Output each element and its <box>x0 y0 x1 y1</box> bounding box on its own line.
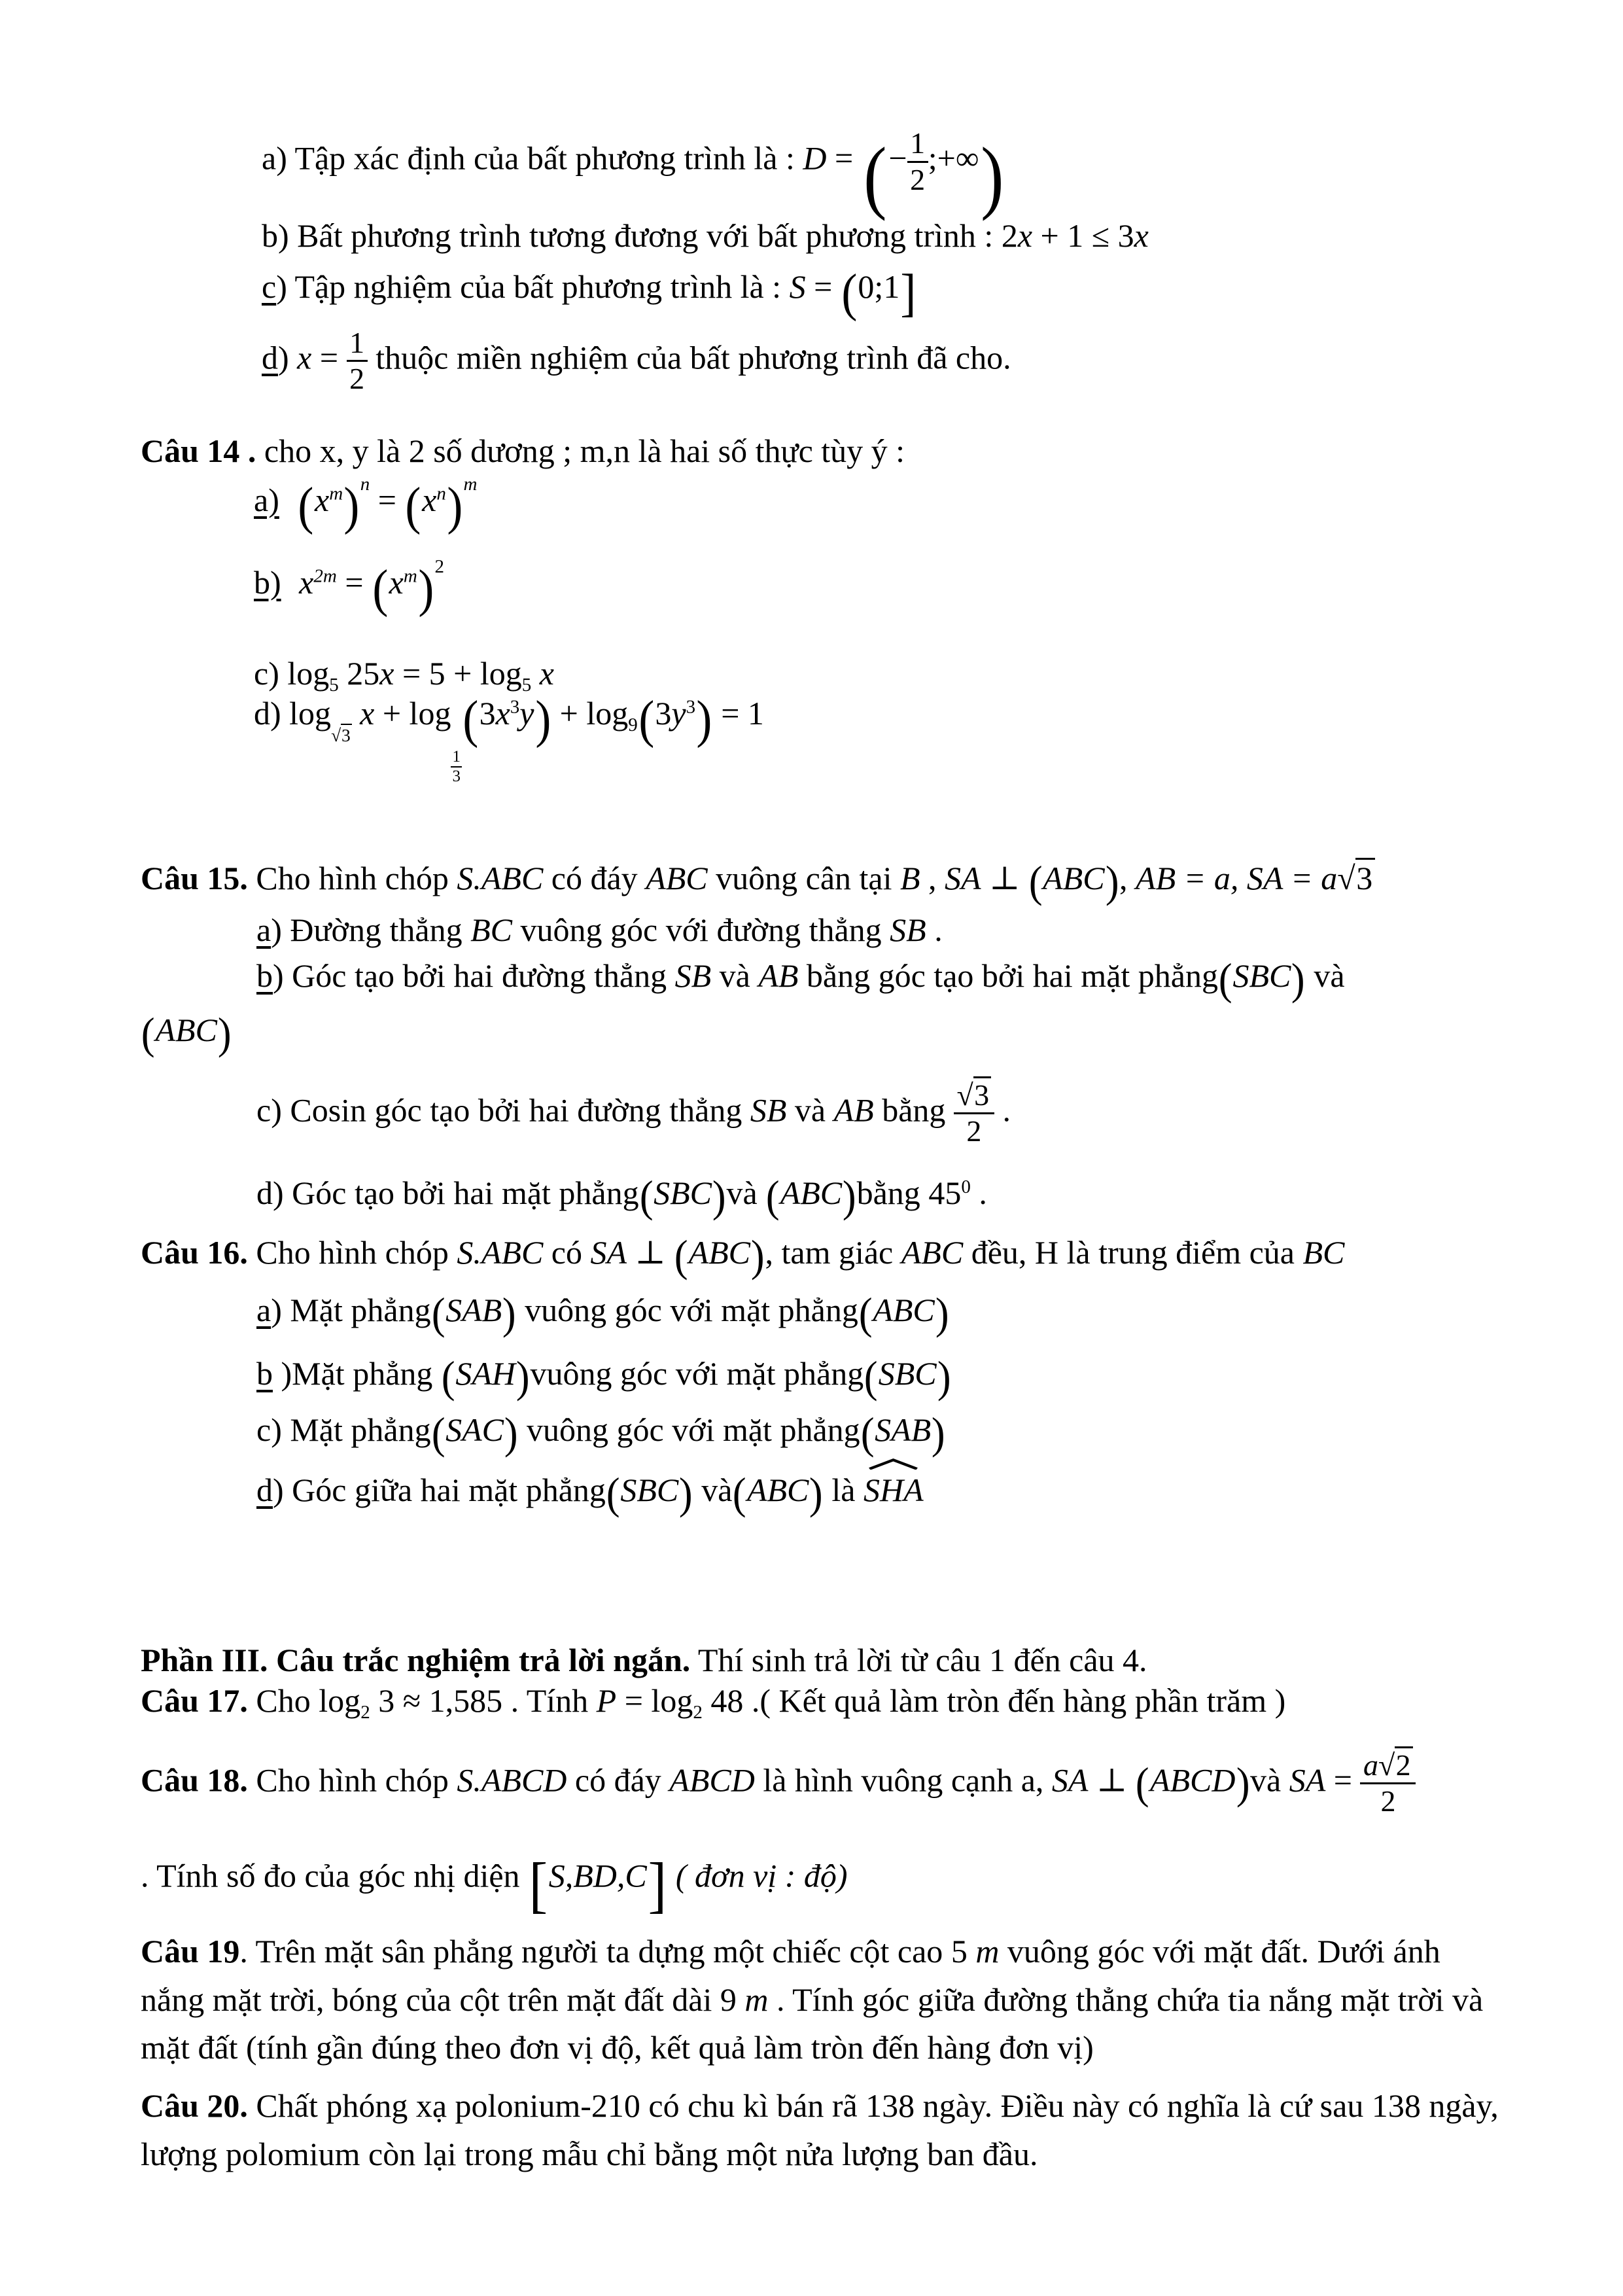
math-var: ABCD <box>669 1761 755 1799</box>
big-paren-left: ( <box>441 1352 455 1402</box>
math-var: SAB <box>875 1411 932 1449</box>
big-paren-left: ( <box>1218 955 1232 1004</box>
text-run: Cho <box>247 1682 319 1719</box>
big-paren-right: ) <box>932 1409 945 1458</box>
math-var: SBC <box>620 1472 679 1509</box>
text-run: Thí sinh trả lời từ câu 1 đến câu 4. <box>690 1642 1147 1678</box>
math-var: x <box>1017 217 1033 254</box>
radical <box>1378 1746 1413 1782</box>
math-var: S.ABCD <box>457 1761 567 1799</box>
text-run: thuộc miền nghiệm của bất phương trình đã cho. <box>367 339 1011 376</box>
big-paren-right: ) <box>418 560 434 618</box>
text-run: và <box>786 1091 834 1129</box>
math-var: SB <box>890 911 926 948</box>
superscript: m <box>329 483 343 504</box>
big-paren-left: ( <box>462 691 479 749</box>
radical-arg: 2 <box>1395 1746 1413 1782</box>
big-paren-right: ) <box>1236 1759 1250 1809</box>
big-paren-right: ) <box>712 1172 726 1221</box>
math-var: m <box>744 1981 769 2018</box>
math-var: a <box>1363 1748 1379 1782</box>
math-var: AB <box>833 1091 874 1129</box>
math-var: y <box>519 694 534 732</box>
math-var: x <box>389 563 404 601</box>
math-var: S <box>789 268 806 305</box>
question-17 <box>141 1679 1285 1722</box>
subscript-fraction <box>451 748 462 786</box>
big-paren-left: ( <box>863 132 887 222</box>
big-paren-left: ( <box>864 1352 878 1402</box>
subscript: 5 <box>329 675 339 696</box>
fraction-numerator <box>954 1078 994 1114</box>
big-bracket-left: [ <box>529 1850 548 1919</box>
radical-sign: √ <box>956 1078 973 1112</box>
big-paren-left: ( <box>431 1289 445 1338</box>
statement-14a <box>254 472 477 542</box>
big-paren-left: ( <box>766 1172 780 1221</box>
math-var: SA <box>590 1234 627 1271</box>
fraction-denominator: 3 <box>452 768 461 786</box>
text-run: vuông góc với đường thẳng <box>512 911 890 948</box>
underlined-marker: a <box>256 911 271 948</box>
question-15-heading <box>141 853 1375 911</box>
math-var: SBC <box>654 1174 712 1212</box>
perpendicular-symbol: ⊥ <box>981 860 1028 897</box>
fraction-numerator: 1 <box>907 126 928 162</box>
statement-14b <box>254 555 444 624</box>
text-run: ) Mặt phẳng <box>271 1292 431 1329</box>
text-run: . Tính góc giữa đường thẳng chứa tia nắng mặt trời và mặt đất (tính gần đúng theo đơn vị độ, kết quả làm tròn đến hàng đơn vị) <box>141 1981 1484 2066</box>
text-run: và <box>711 957 759 995</box>
math-run: + 1 ≤ 3 <box>1032 217 1134 254</box>
text-run: c) Mặt phẳng <box>256 1411 431 1449</box>
math-var: P <box>596 1682 617 1719</box>
math-num: 3 <box>655 694 672 732</box>
underlined-marker: a <box>256 1292 271 1329</box>
log-operator: log <box>480 655 522 692</box>
big-bracket-right: ] <box>648 1850 667 1919</box>
superscript: 2m <box>313 565 337 587</box>
text-run: ; <box>928 139 937 177</box>
math-var: x <box>314 481 330 518</box>
math-var: S.ABC <box>457 1234 544 1271</box>
statement-15d <box>256 1167 987 1226</box>
math-var: SA <box>945 860 981 897</box>
math-num: 5 <box>951 1933 976 1969</box>
math-var: x <box>297 339 312 376</box>
math-num: 45 <box>928 1174 962 1212</box>
text-run: , <box>1119 860 1136 897</box>
superscript: n <box>360 473 370 495</box>
math-num: 3 <box>479 694 496 732</box>
big-paren-right: ) <box>937 1352 951 1402</box>
math-var: BC <box>1302 1234 1345 1271</box>
math-var: SB <box>750 1091 787 1129</box>
big-paren-left: ( <box>639 1172 654 1221</box>
text-run: có <box>543 1234 591 1271</box>
math-var: ABC <box>646 860 708 897</box>
text-run: . <box>926 911 943 948</box>
question-18 <box>141 1748 1416 1819</box>
math-var: AB <box>758 957 799 995</box>
big-paren-left: ( <box>733 1469 747 1518</box>
subscript <box>331 724 352 745</box>
text-run <box>667 1858 676 1894</box>
big-paren-right: ) <box>1105 857 1119 906</box>
big-paren-left: ( <box>405 478 421 535</box>
fraction-numerator: 1 <box>451 748 462 768</box>
big-paren-right: ) <box>502 1289 516 1338</box>
subscript: 5 <box>521 675 532 696</box>
math-var: B <box>900 860 920 897</box>
statement-15b <box>256 950 1345 1008</box>
question-number: Câu 17. <box>141 1682 248 1719</box>
text-run: = <box>805 268 841 305</box>
fraction <box>907 126 928 197</box>
text-run: 48 .( Kết quả làm tròn đến hàng phần trăm ) <box>702 1682 1286 1719</box>
log-operator: log <box>319 1682 361 1719</box>
math-var: ABC <box>873 1292 935 1329</box>
big-paren-right: ) <box>935 1289 949 1338</box>
math-var: x <box>379 655 394 692</box>
text-run: c) <box>254 655 288 692</box>
log-operator: log <box>651 1682 693 1719</box>
underlined-marker: d <box>262 339 278 376</box>
fraction-denominator: 2 <box>349 362 365 396</box>
text-run: bằng <box>856 1174 929 1212</box>
math-run: = <box>616 1682 652 1719</box>
math-var: x <box>1134 217 1149 254</box>
math-var: SAB <box>445 1292 502 1329</box>
text-run: 3 ≈ 1,585 . Tính <box>370 1682 597 1719</box>
text-run: )Mặt phẳng <box>273 1355 441 1392</box>
statement-16a <box>256 1284 949 1343</box>
superscript: m <box>403 565 417 587</box>
math-var: ABC <box>155 1012 217 1049</box>
big-paren-right: ) <box>1291 955 1305 1004</box>
math-var: S,BD,C <box>548 1857 647 1894</box>
text-run: ) Góc tạo bởi hai đường thẳng <box>273 957 675 995</box>
text-run: bằng <box>873 1091 954 1129</box>
statement-15a <box>256 908 943 951</box>
text-run: Cho hình chóp <box>247 1761 457 1799</box>
question-number: Câu 19 <box>141 1933 240 1969</box>
text-run: vuông góc với mặt phẳng <box>530 1355 864 1392</box>
text-run: ) Góc giữa hai mặt phẳng <box>273 1472 606 1509</box>
math-var: ABC <box>688 1234 750 1271</box>
math-var: ABCD <box>1149 1761 1236 1799</box>
question-number: Câu 14 . <box>141 433 256 469</box>
hat-icon <box>868 1458 918 1470</box>
big-paren-left: ( <box>298 478 314 535</box>
math-run: = <box>1325 1761 1361 1799</box>
big-paren-right: ) <box>504 1409 518 1458</box>
math-var: ABC <box>1043 860 1105 897</box>
perpendicular-symbol: ⊥ <box>1088 1761 1136 1799</box>
big-paren-right: ) <box>809 1469 823 1518</box>
big-paren-right: ) <box>534 691 551 749</box>
math-run: = <box>370 481 405 518</box>
text-run: , tam giác <box>765 1234 901 1271</box>
fraction <box>954 1078 994 1149</box>
text-run: là <box>823 1472 864 1509</box>
math-run: + <box>374 694 410 732</box>
fraction <box>347 326 368 397</box>
math-run: 25 <box>338 655 380 692</box>
question-number: Câu 15. <box>141 860 248 897</box>
fraction-denominator: 2 <box>1380 1784 1396 1818</box>
big-paren-right: ) <box>679 1469 693 1518</box>
superscript: 0 <box>961 1176 971 1197</box>
radical-sign: √ <box>1337 860 1355 897</box>
superscript: 3 <box>510 696 520 718</box>
question-number: Câu 16. <box>141 1234 248 1271</box>
superscript: m <box>463 473 478 495</box>
text-run: ) Đường thẳng <box>271 911 471 948</box>
math-var: x <box>495 694 510 732</box>
statement-13c <box>262 259 917 328</box>
text-run: , <box>920 860 945 897</box>
big-paren-left: ( <box>431 1409 445 1458</box>
text-run: vuông cân tại <box>707 860 900 897</box>
underlined-marker: b <box>256 957 273 995</box>
fraction-denominator: 2 <box>910 162 926 196</box>
math-var: SBC <box>878 1355 937 1392</box>
math-var: SAC <box>445 1411 504 1449</box>
big-bracket-right: ] <box>900 264 916 322</box>
math-var: y <box>671 694 686 732</box>
text-run: . <box>994 1091 1011 1129</box>
math-num: 9 <box>720 1981 745 2018</box>
underlined-marker: d <box>256 1472 273 1509</box>
radical-sign: √ <box>331 724 341 745</box>
subscript: 9 <box>628 714 638 735</box>
text-run: ) Tập nghiệm của bất phương trình là : <box>276 268 790 305</box>
unit-note: ( đơn vị : độ) <box>675 1857 848 1894</box>
math-var: SA <box>1289 1761 1326 1799</box>
text-run: và <box>1305 957 1345 995</box>
math-var: m <box>975 1933 1000 1969</box>
question-number: Câu 20. <box>141 2087 248 2124</box>
big-paren-left: ( <box>1136 1759 1150 1809</box>
math-var: D <box>803 139 827 177</box>
statement-16d <box>256 1464 924 1523</box>
statement-14d <box>254 686 764 786</box>
text-run: Cho hình chóp <box>247 860 457 897</box>
math-run: 0;1 <box>858 268 900 305</box>
math-run: + <box>551 694 587 732</box>
big-paren-right: ) <box>515 1352 530 1402</box>
math-var: x <box>422 481 437 518</box>
radical <box>331 724 352 745</box>
statement-15c <box>256 1078 1011 1149</box>
big-paren-right: ) <box>217 1009 232 1058</box>
underlined-marker: b) <box>254 563 281 601</box>
math-run: AB = a, SA = a <box>1136 860 1338 897</box>
part3-heading <box>141 1638 1147 1682</box>
part-title: Phần III. Câu trắc nghiệm trả lời ngắn. <box>141 1642 691 1678</box>
text-run <box>352 695 360 732</box>
text-run: d) Góc tạo bởi hai mặt phẳng <box>256 1174 639 1212</box>
text-run: a) Tập xác định của bất phương trình là : <box>262 139 803 177</box>
math-var: ABC <box>780 1174 843 1212</box>
text-run: . <box>970 1174 987 1212</box>
fraction-denominator: 2 <box>966 1114 982 1148</box>
text-run: . Trên mặt sân phẳng người ta dựng một chiếc cột cao <box>239 1933 951 1969</box>
text-run: = <box>826 139 862 177</box>
math-var: x <box>299 563 314 601</box>
text-run: và <box>693 1472 733 1509</box>
text-run: Cho hình chóp <box>247 1234 457 1271</box>
angle-hat <box>864 1468 924 1511</box>
statement-13b <box>262 214 1149 257</box>
text-run: có đáy <box>543 860 646 897</box>
math-run: = 5 + <box>394 655 480 692</box>
minus-sign: − <box>888 139 907 177</box>
text-run: Chất phóng xạ polonium-210 có chu kì bán rã 138 ngày. Điều này có nghĩa là cứ sau 138 ngày, lượng polomium còn lại trong mẫu chỉ bằng một nửa lượng ban đầu. <box>141 2087 1499 2172</box>
big-paren-left: ( <box>1028 857 1043 906</box>
math-var: x <box>360 694 375 732</box>
log-operator: log <box>289 694 332 732</box>
text-run: = <box>311 339 347 376</box>
underlined-marker: a) <box>254 481 279 518</box>
text-run: và <box>726 1174 766 1212</box>
text-run: c) Cosin góc tạo bởi hai đường thẳng <box>256 1091 750 1129</box>
superscript: 3 <box>686 696 696 718</box>
text-run: bằng góc tạo bởi hai mặt phẳng <box>798 957 1218 995</box>
math-var: x <box>539 655 554 692</box>
question-14-heading <box>141 429 905 472</box>
math-var: BC <box>470 911 512 948</box>
text-run: và <box>1250 1761 1289 1799</box>
big-paren-left: ( <box>674 1231 688 1280</box>
statement-13d <box>262 326 1011 397</box>
radical-arg: 3 <box>1355 858 1375 896</box>
big-paren-right: ) <box>981 132 1004 222</box>
big-paren-right: ) <box>750 1231 765 1280</box>
underlined-marker: b <box>256 1355 273 1392</box>
radical <box>1337 858 1374 896</box>
text-run: ) <box>278 339 298 376</box>
radical-arg: 3 <box>973 1076 992 1112</box>
log-operator: log <box>287 655 330 692</box>
fraction <box>1360 1748 1416 1819</box>
math-num: 2 <box>1001 217 1018 254</box>
question-19 <box>141 1928 1508 2072</box>
big-paren-left: ( <box>606 1469 620 1518</box>
fraction-numerator: 1 <box>347 326 368 362</box>
big-paren-right: ) <box>696 691 712 749</box>
radical <box>957 1076 992 1112</box>
perpendicular-symbol: ⊥ <box>627 1234 674 1271</box>
underlined-marker: c <box>262 268 277 305</box>
big-paren-left: ( <box>372 560 389 618</box>
big-paren-right: ) <box>447 478 463 535</box>
math-var: ABC <box>901 1234 964 1271</box>
infinity-symbol: +∞ <box>937 139 979 177</box>
fraction-numerator <box>1360 1748 1416 1784</box>
text-run: vuông góc với mặt phẳng <box>518 1411 860 1449</box>
log-operator: log <box>409 694 451 732</box>
statement-16b <box>256 1348 951 1406</box>
text-run: b) Bất phương trình tương đương với bất phương trình : <box>262 217 1002 254</box>
big-paren-left: ( <box>860 1409 875 1458</box>
log-operator: log <box>586 694 629 732</box>
math-var: SBC <box>1232 957 1291 995</box>
big-paren-left: ( <box>141 1009 155 1058</box>
math-var: SA <box>1051 1761 1089 1799</box>
question-20 <box>141 2082 1508 2178</box>
big-paren-right: ) <box>843 1172 856 1221</box>
text-run: . Tính số đo của góc nhị diện <box>141 1857 529 1894</box>
text-run: vuông góc với mặt đất. Dưới ánh nắng mặt trời, bóng của cột trên mặt đất dài <box>141 1933 1440 2018</box>
math-var: S.ABC <box>457 860 544 897</box>
question-16-heading <box>141 1227 1344 1285</box>
text-run: là hình vuông cạnh a, <box>754 1761 1052 1799</box>
text-run: đều, H là trung điểm của <box>963 1234 1303 1271</box>
text-run: vuông góc với mặt phẳng <box>516 1292 858 1329</box>
math-var: SHA <box>863 1472 924 1509</box>
question-number: Câu 18. <box>141 1761 248 1799</box>
math-run: = <box>336 563 372 601</box>
statement-16c <box>256 1404 946 1462</box>
question-18-continuation <box>141 1844 848 1926</box>
text-run: cho x, y là 2 số dương ; m,n là hai số thực tùy ý : <box>256 433 905 469</box>
math-run: = 1 <box>712 694 764 732</box>
math-var: ABC <box>746 1472 809 1509</box>
text-run: d) <box>254 694 290 732</box>
math-var: SB <box>674 957 712 995</box>
superscript: 2 <box>434 556 444 577</box>
big-paren-left: ( <box>638 691 655 749</box>
subscript: 2 <box>693 1702 703 1723</box>
math-var: SAH <box>455 1355 516 1392</box>
big-paren-left: ( <box>858 1289 873 1338</box>
big-paren-left: ( <box>841 264 858 322</box>
superscript: n <box>436 483 446 504</box>
big-paren-right: ) <box>343 478 360 535</box>
radical-sign: √ <box>1378 1748 1395 1782</box>
radical-arg: 3 <box>341 724 351 745</box>
statement-15b-continuation <box>141 1004 232 1063</box>
subscript: 2 <box>360 1702 370 1723</box>
text-run: có đáy <box>567 1761 670 1799</box>
